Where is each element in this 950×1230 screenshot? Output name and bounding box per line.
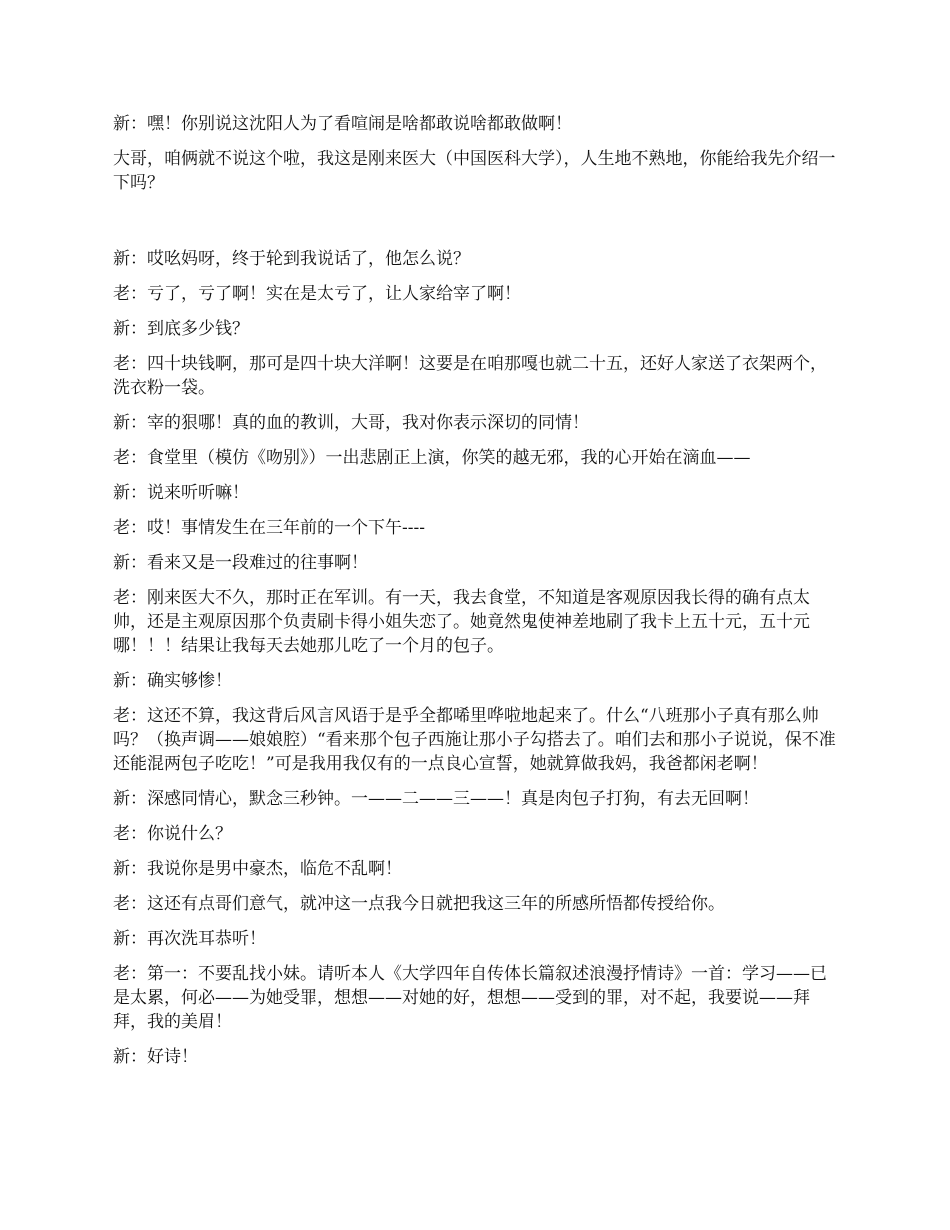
paragraph: 新：哎吆妈呀，终于轮到我说话了，他怎么说？ [113, 249, 470, 269]
paragraph: 老：食堂里（模仿《吻别》）一出悲剧正上演，你笑的越无邪，我的心开始在滴血—— [113, 448, 751, 468]
paragraph: 新：再次洗耳恭听！ [113, 929, 266, 949]
paragraph: 新：我说你是男中豪杰，临危不乱啊！ [113, 859, 402, 879]
paragraph: 老：第一：不要乱找小妹。请听本人《大学四年自传体长篇叙述浪漫抒情诗》一首：学习——已是太累，何必——为她受罪，想想——对她的好，想想——受到的罪，对不起，我要说——拜拜，我的美眉！ [113, 964, 827, 1032]
paragraph: 老：哎！事情发生在三年前的一个下午---- [113, 518, 425, 538]
paragraph: 新：看来又是一段难过的往事啊！ [113, 553, 368, 573]
paragraph: 新：宰的狠哪！真的血的教训，大哥，我对你表示深切的同情！ [113, 413, 589, 433]
paragraph: 老：亏了，亏了啊！实在是太亏了，让人家给宰了啊！ [113, 284, 521, 304]
paragraph: 老：你说什么？ [113, 824, 232, 844]
paragraph: 新：确实够惨！ [113, 671, 232, 691]
blank-gap [113, 206, 843, 247]
paragraph: 新：说来听听嘛！ [113, 483, 249, 503]
paragraph: 新：到底多少钱？ [113, 319, 249, 339]
paragraph: 新：深感同情心，默念三秒钟。一——二——三——！真是肉包子打狗，有去无回啊！ [113, 789, 759, 809]
paragraph: 新：嘿！你别说这沈阳人为了看喧闹是啥都敢说啥都敢做啊！ [113, 114, 572, 134]
paragraph: 老：刚来医大不久，那时正在军训。有一天，我去食堂，不知道是客观原因我长得的确有点太帅，还是主观原因那个负责刷卡得小姐失恋了。她竟然鬼使神差地刷了我卡上五十元，五十元哪！！！结果让我每天去她那儿吃了一个月的包子。 [113, 588, 810, 656]
paragraph: 老：这还有点哥们意气，就冲这一点我今日就把我这三年的所感所悟都传授给你。 [113, 894, 725, 914]
paragraph: 新：好诗！ [113, 1047, 198, 1067]
paragraph: 老：四十块钱啊，那可是四十块大洋啊！这要是在咱那嘎也就二十五，还好人家送了衣架两个，洗衣粉一袋。 [113, 354, 827, 398]
document-body [113, 112, 843, 1080]
paragraph: 大哥，咱俩就不说这个啦，我这是刚来医大（中国医科大学），人生地不熟地，你能给我先介绍一下吗？ [113, 149, 836, 193]
paragraph: 老：这还不算，我这背后风言风语于是乎全都唏里哗啦地起来了。什么“八班那小子真有那么帅吗？（换声调——娘娘腔）“看来那个包子西施让那小子勾搭去了。咱们去和那小子说说，保不准还能混两包子吃吃！”可是我用我仅有的一点良心宣誓，她就算做我妈，我爸都闲老啊！ [113, 706, 836, 774]
